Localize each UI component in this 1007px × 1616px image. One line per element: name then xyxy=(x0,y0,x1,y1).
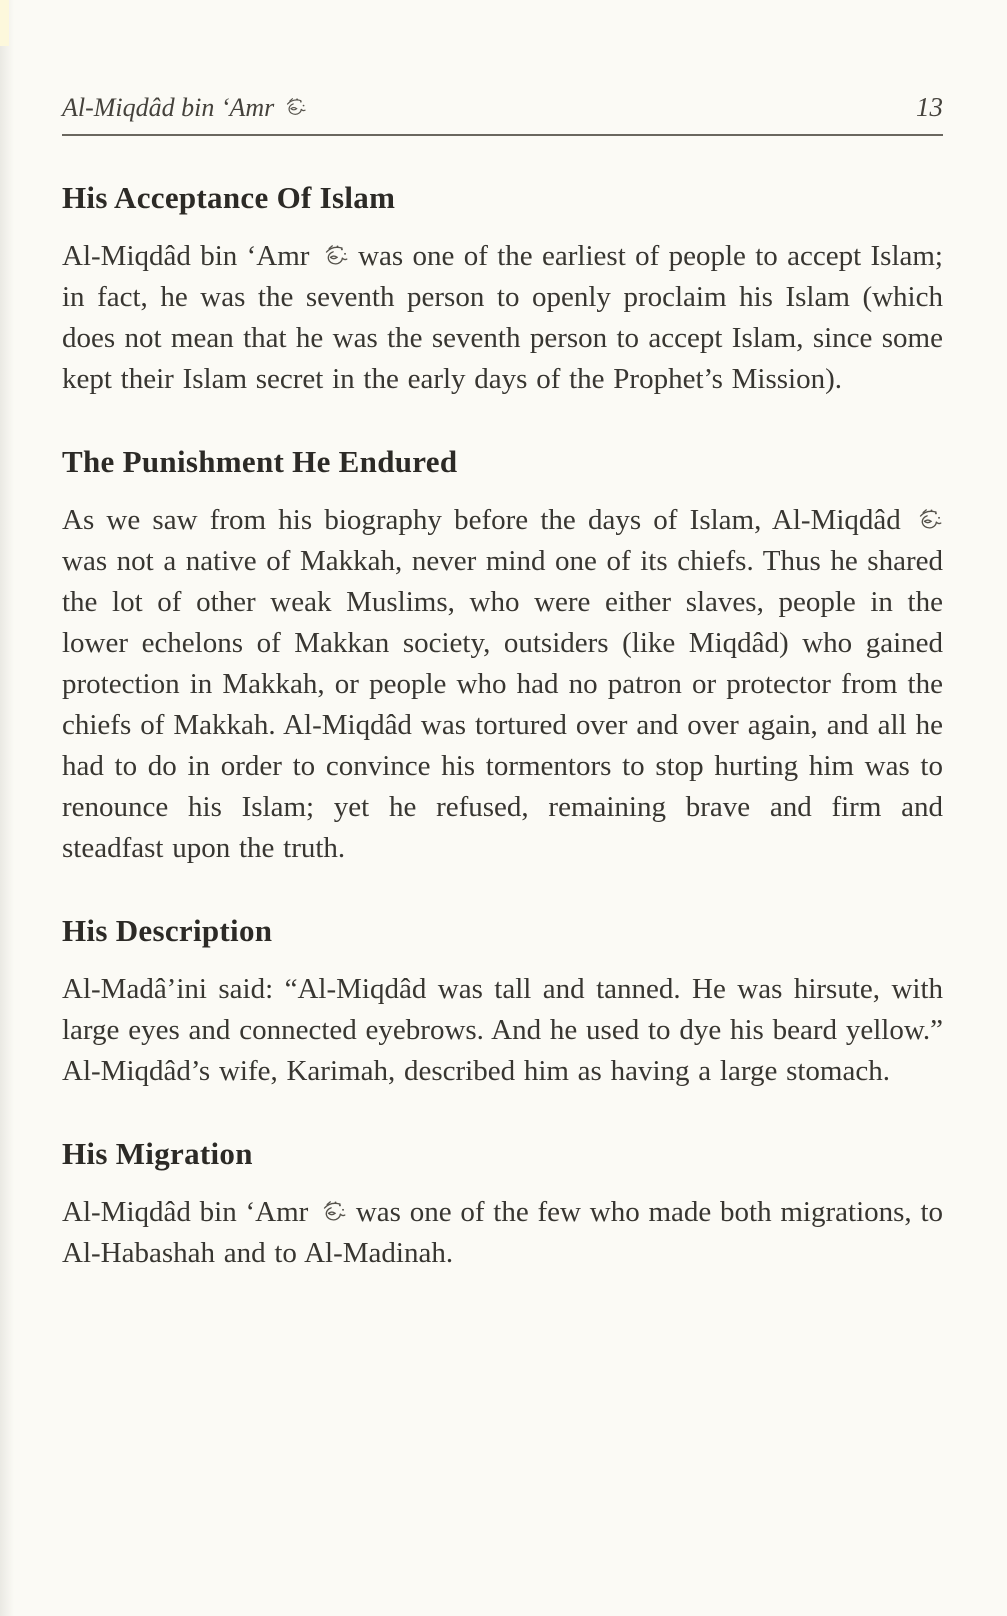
radi-allahu-anhu-icon xyxy=(281,96,307,119)
radi-allahu-anhu-icon xyxy=(317,1199,347,1225)
paragraph: Al-Miqdâd bin ‘Amr was one of the few who made both migrations, to Al-Habashah and to Al-Madinah. xyxy=(62,1196,943,1269)
running-title xyxy=(62,93,307,123)
section-heading: His Acceptance Of Islam xyxy=(62,180,396,215)
section-heading: His Description xyxy=(62,913,273,948)
page-body xyxy=(62,180,943,1274)
running-title-text: Al-Miqdâd bin ‘Amr xyxy=(62,93,275,122)
radi-allahu-anhu-icon xyxy=(913,507,943,533)
header-rule xyxy=(62,134,943,136)
paragraph: Al-Miqdâd bin ‘Amr was one of the earliest of people to accept Islam; in fact, he was the seventh person to openly proclaim his Islam (which does not mean that he was the seventh person to accept Islam, since some kept their Islam secret in the early days of the Prophet’s Mission). xyxy=(62,240,943,395)
running-header xyxy=(62,92,943,123)
radi-allahu-anhu-icon xyxy=(319,243,349,269)
section-heading: His Migration xyxy=(62,1136,253,1171)
section-heading: The Punishment He Endured xyxy=(62,444,458,479)
paragraph: Al-Madâ’ini said: “Al-Miqdâd was tall and tanned. He was hirsute, with large eyes and connected eyebrows. And he used to dye his beard yellow.” Al-Miqdâd’s wife, Karimah, described him as having a large stomach. xyxy=(62,973,943,1087)
header-honorific-slot xyxy=(274,93,307,122)
paragraph: As we saw from his biography before the days of Islam, Al-Miqdâd was not a native of Makkah, never mind one of its chiefs. Thus he shared the lot of other weak Muslims, who were either slaves, people in the lower echelons of Makkan society, outsiders (like Miqdâd) who gained protection in Makkah, or people who had no patron or protector from the chiefs of Makkah. Al-Miqdâd was tortured over and over again, and all he had to do in order to convince his tormentors to stop hurting him was to renounce his Islam; yet he refused, remaining brave and firm and steadfast upon the truth. xyxy=(62,504,943,864)
page-number: 13 xyxy=(916,92,943,122)
